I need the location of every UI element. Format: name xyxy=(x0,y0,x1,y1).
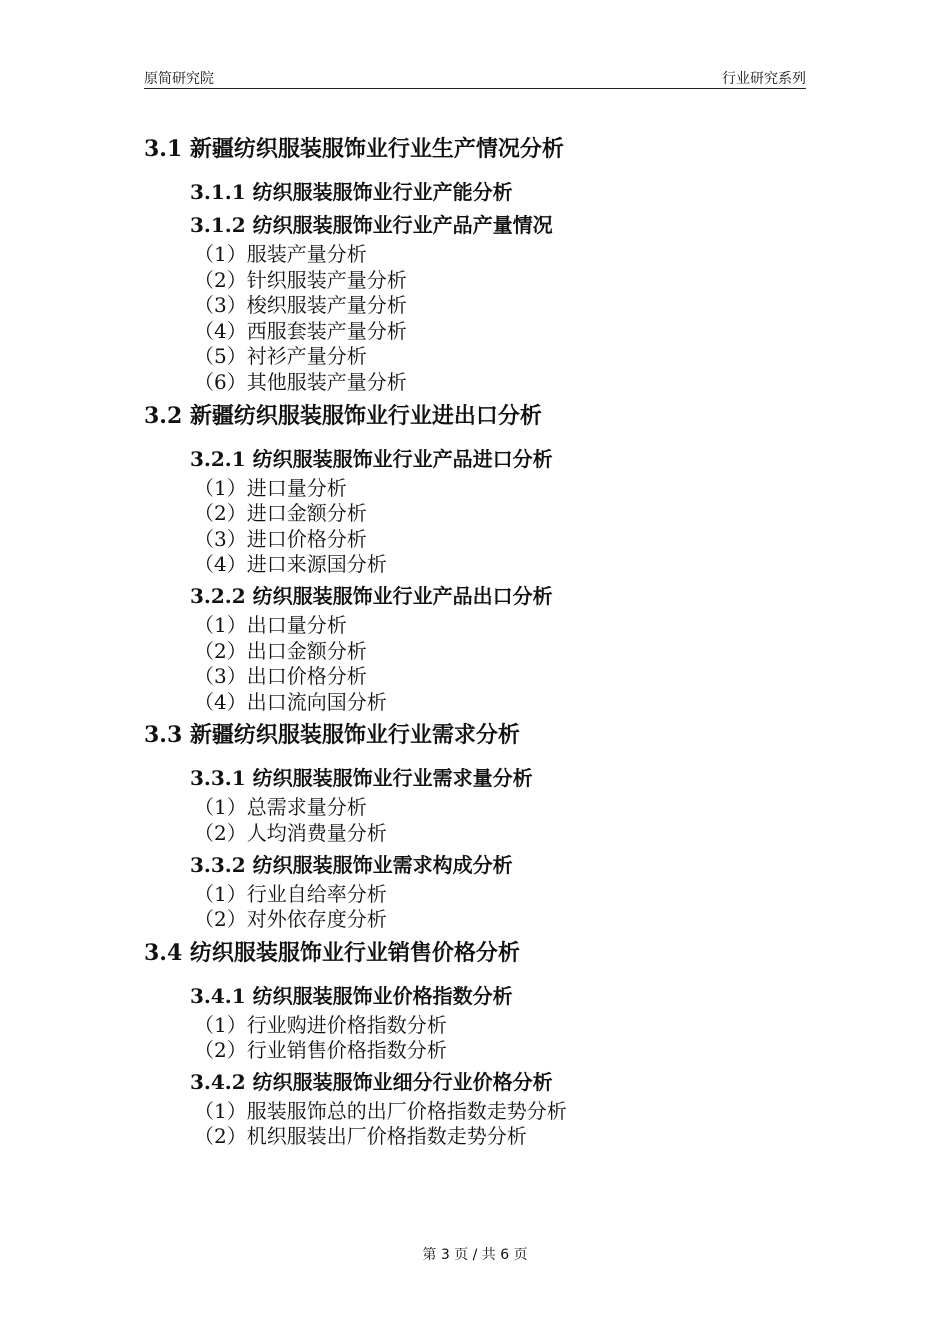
toc-item: （2）人均消费量分析 xyxy=(194,820,387,845)
toc-item: （2）针织服装产量分析 xyxy=(194,267,407,292)
page-header xyxy=(144,66,806,89)
table-of-contents xyxy=(144,134,824,1150)
header-series-name: 行业研究系列 xyxy=(722,71,806,87)
toc-item: （2）进口金额分析 xyxy=(194,501,367,526)
toc-item: （1）服装服饰总的出厂价格指数走势分析 xyxy=(194,1098,567,1123)
toc-item: （3）梭织服装产量分析 xyxy=(194,293,407,318)
toc-item: （2）机织服装出厂价格指数走势分析 xyxy=(194,1124,527,1149)
toc-item: （1）行业自给率分析 xyxy=(194,881,387,906)
toc-item: （6）其他服装产量分析 xyxy=(194,369,407,394)
toc-subsection-heading: 3.4.1 纺织服装服饰业价格指数分析 xyxy=(190,983,513,1008)
toc-item: （1）出口量分析 xyxy=(194,612,347,637)
toc-item: （5）衬衫产量分析 xyxy=(194,344,367,369)
toc-item: （1）服装产量分析 xyxy=(194,242,367,266)
toc-item: （3）出口价格分析 xyxy=(194,664,367,689)
toc-item: （1）进口量分析 xyxy=(194,475,347,500)
toc-item: （4）进口来源国分析 xyxy=(194,552,387,577)
toc-item: （3）进口价格分析 xyxy=(194,526,367,551)
toc-subsection-heading: 3.1.2 纺织服装服饰业行业产品产量情况 xyxy=(190,213,553,237)
page-number: 第 3 页 / 共 6 页 xyxy=(422,1247,528,1263)
toc-subsection-heading: 3.3.2 纺织服装服饰业需求构成分析 xyxy=(190,852,513,877)
toc-item: （4）西服套装产量分析 xyxy=(194,318,407,343)
toc-subsection-heading: 3.1.1 纺织服装服饰业行业产能分析 xyxy=(190,180,513,204)
toc-section-heading: 3.1 新疆纺织服装服饰业行业生产情况分析 xyxy=(144,136,564,162)
toc-item: （1）总需求量分析 xyxy=(194,795,367,820)
header-org-name: 原简研究院 xyxy=(144,71,214,87)
toc-subsection-heading: 3.3.1 纺织服装服饰业行业需求量分析 xyxy=(190,766,533,791)
toc-item: （4）出口流向国分析 xyxy=(194,689,387,714)
toc-section-heading: 3.2 新疆纺织服装服饰业行业进出口分析 xyxy=(144,402,542,429)
toc-subsection-heading: 3.2.1 纺织服装服饰业行业产品进口分析 xyxy=(190,446,553,471)
toc-subsection-heading: 3.4.2 纺织服装服饰业细分行业价格分析 xyxy=(190,1069,553,1094)
toc-section-heading: 3.3 新疆纺织服装服饰业行业需求分析 xyxy=(144,722,520,749)
toc-subsection-heading: 3.2.2 纺织服装服饰业行业产品出口分析 xyxy=(190,583,553,608)
toc-item: （2）出口金额分析 xyxy=(194,638,367,663)
toc-item: （2）对外依存度分析 xyxy=(194,907,387,932)
toc-section-heading: 3.4 纺织服装服饰业行业销售价格分析 xyxy=(144,939,520,966)
toc-item: （1）行业购进价格指数分析 xyxy=(194,1012,447,1037)
toc-item: （2）行业销售价格指数分析 xyxy=(194,1038,447,1063)
